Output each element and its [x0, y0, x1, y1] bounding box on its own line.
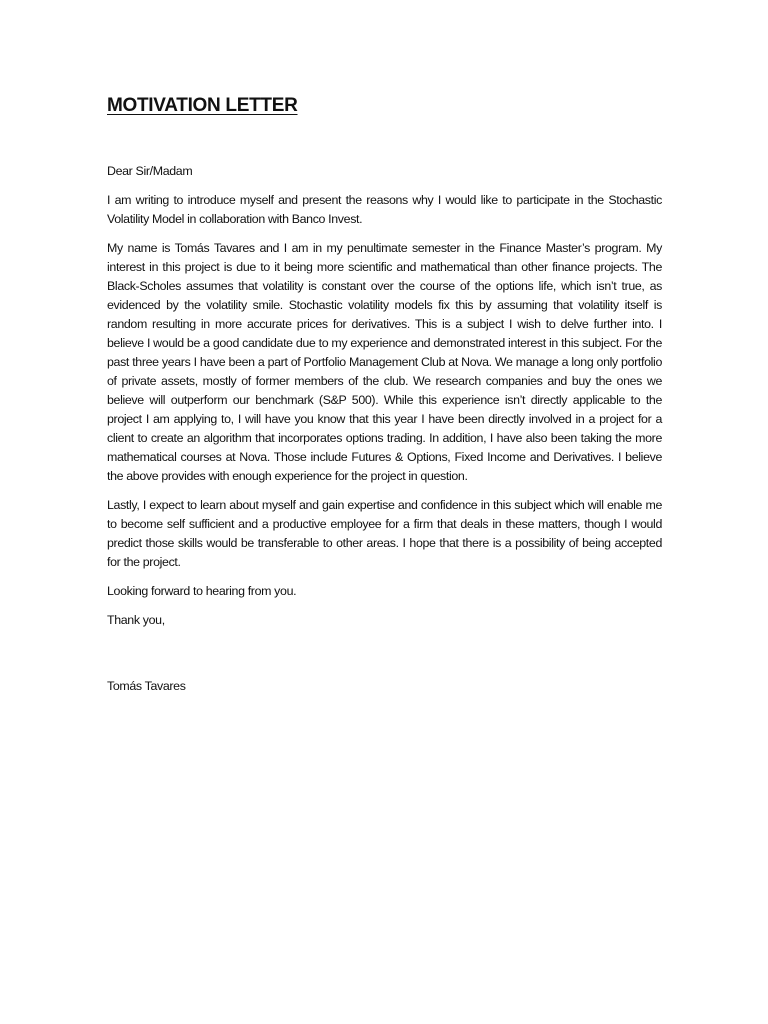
signature-name: Tomás Tavares [107, 679, 186, 693]
letter-title: MOTIVATION LETTER [107, 95, 298, 116]
paragraph-background: My name is Tomás Tavares and I am in my penultimate semester in the Finance Master’s program. My interest in this project is due to it being more scientific and mathematical than other finance projects. The Black-Scholes assumes that volatility is constant over the course of the options life, which isn’t true, as evidenced by the volatility smile. Stochastic volatility models fix this by assuming that volatility itself is random resulting in more accurate prices for derivatives. This is a subject I wish to delve further into. I believe I would be a good candidate due to my experience and demonstrated interest in this subject. For the past three years I have been a part of Portfolio Management Club at Nova. We manage a long only portfolio of private assets, mostly of former members of the club. We research companies and buy the ones we believe will outperform our benchmark (S&P 500). While this experience isn’t directly applicable to the project I am applying to, I will have you know that this year I have been directly involved in a project for a client to create an algorithm that incorporates options trading. In addition, I have also been taking the more mathematical courses at Nova. Those include Futures & Options, Fixed Income and Derivatives. I believe the above provides with enough experience for the project in question. [107, 241, 662, 483]
letter-page [107, 94, 662, 706]
paragraph-expectations: Lastly, I expect to learn about myself and gain expertise and confidence in this subject which will enable me to become self sufficient and a productive employee for a firm that deals in these matters, though I would predict those skills would be transferable to other areas. I hope that there is a possibility of being accepted for the project. [107, 498, 662, 569]
sign-off: Thank you, [107, 613, 165, 627]
salutation: Dear Sir/Madam [107, 164, 193, 178]
paragraph-intro: I am writing to introduce myself and present the reasons why I would like to participate in the Stochastic Volatility Model in collaboration with Banco Invest. [107, 193, 662, 226]
closing-line: Looking forward to hearing from you. [107, 584, 297, 598]
